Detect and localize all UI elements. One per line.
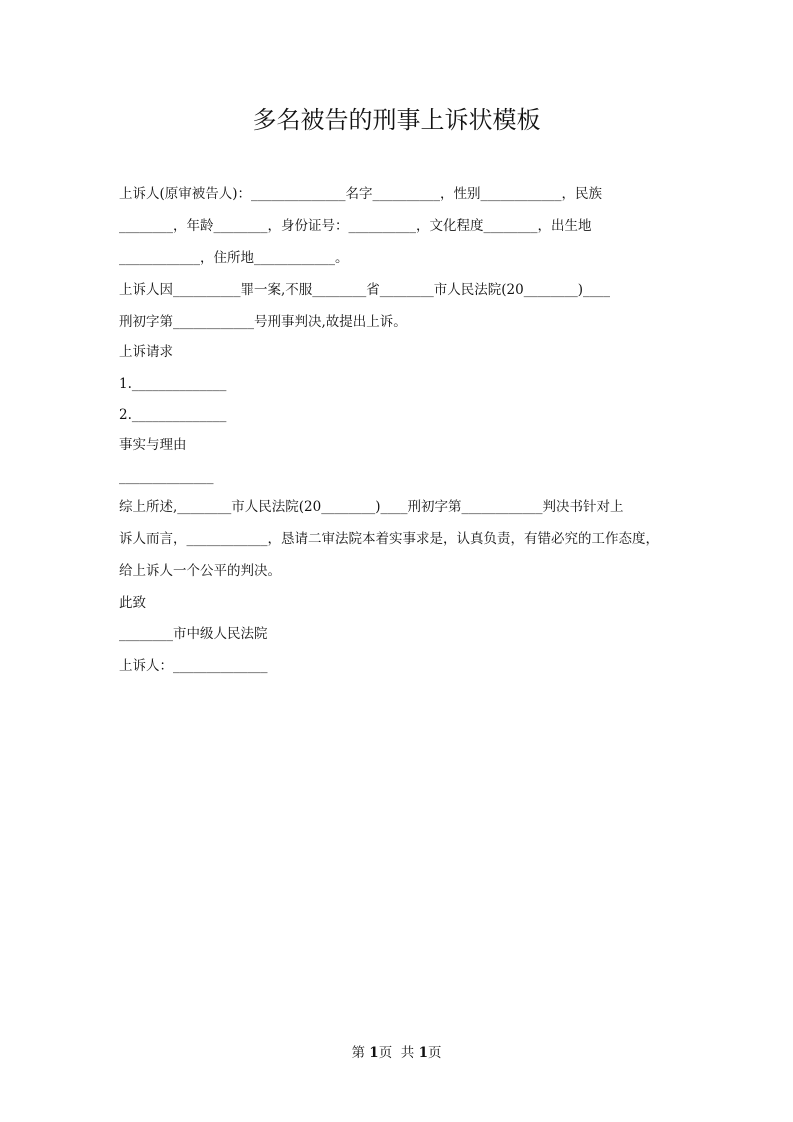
appeal-request-item-2: 2.______________	[119, 407, 227, 423]
conclusion-line-3: 给上诉人一个公平的判决。	[119, 563, 281, 579]
footer-middle: 页 共	[378, 1045, 419, 1061]
salutation: 此致	[119, 595, 146, 611]
total-page-number: 1	[418, 1045, 428, 1061]
conclusion-line-2: 诉人而言，____________，恳请二审法院本着实事求是，认真负责，有错必究的工作态度，	[119, 531, 659, 547]
facts-reasons-heading: 事实与理由	[119, 437, 187, 453]
appellant-signature-line: 上诉人：______________	[119, 658, 268, 674]
footer-suffix: 页	[427, 1045, 442, 1061]
conclusion-line-1: 综上所述,________市人民法院(20________)____刑初字第____________判决书针对上	[119, 499, 624, 515]
appellant-info-line-1	[119, 185, 674, 203]
facts-reasons-blank: ______________	[119, 469, 214, 485]
case-statement-line-1: 上诉人因__________罪一案,不服________省________市人民法院(20________)____	[119, 282, 611, 298]
appellant-info-line-2: ________，年龄________，身份证号：__________，文化程度________，出生地	[119, 218, 592, 234]
document-title: 多名被告的刑事上诉状模板	[252, 106, 541, 134]
appellant-info-line-3: ____________，住所地____________。	[119, 250, 349, 266]
court-addressee: ________市中级人民法院	[119, 626, 268, 642]
appeal-request-heading: 上诉请求	[119, 344, 173, 360]
page-footer	[0, 1041, 793, 1061]
text-line: 上诉人(原审被告人)：______________名字__________，性别____________，民族	[119, 186, 603, 202]
current-page-number: 1	[369, 1045, 379, 1061]
case-statement-line-2: 刑初字第____________号刑事判决,故提出上诉。	[119, 314, 407, 330]
footer-prefix: 第	[351, 1045, 370, 1061]
appeal-request-item-1: 1.______________	[119, 376, 227, 392]
